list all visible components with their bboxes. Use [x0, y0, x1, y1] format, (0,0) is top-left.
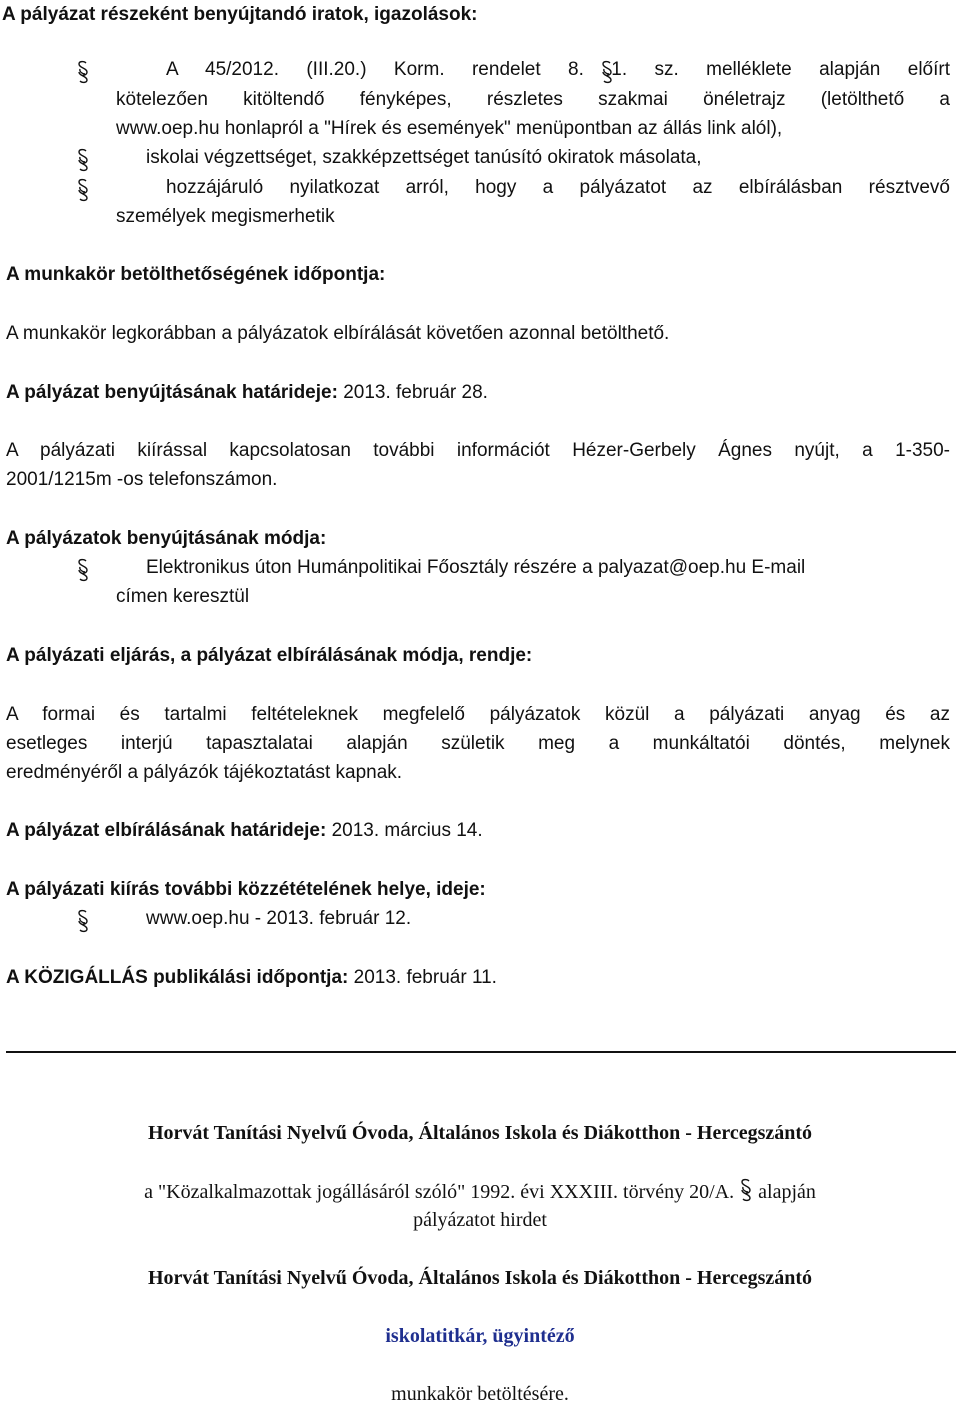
submission-deadline-value: 2013. február 28. [343, 382, 488, 403]
procedure-line-3: eredményéről a pályázók tájékoztatást kapnak. [6, 762, 403, 783]
institution-name-repeat: Horvát Tanítási Nyelvű Óvoda, Általános Iskola és Diákotthon - Hercegszántó [147, 1267, 813, 1289]
evaluation-deadline [6, 818, 483, 844]
doc-item-1-url-rest: hu honlapról a "Hírek és események" menüpontban az állás link alól), [198, 118, 783, 139]
law-reference-text: a "Közalkalmazottak jogállásáról szóló" 1992. évi XXXIII. törvény 20/A. [144, 1181, 735, 1203]
doc-item-1-line-1: A 45/2012. (III.20.) Korm. rendelet 8. 1. sz. melléklete alapján előírt [166, 59, 950, 80]
section-sign-icon [739, 1178, 753, 1200]
law-reference-line-1 [0, 1178, 960, 1205]
submission-method-line-2: címen keresztül [116, 586, 250, 607]
section-heading-fill-date: A munkakör betölthetőségének időpontja: [6, 264, 386, 285]
section-sign-bullet-icon [76, 909, 90, 933]
evaluation-deadline-label: A pályázat elbírálásának határideje: [6, 820, 327, 841]
section-heading-procedure: A pályázati eljárás, a pályázat elbírálásának módja, rendje: [6, 645, 533, 666]
closing-text: munkakör betöltésére. [391, 1383, 569, 1405]
law-reference-line-2: pályázatot hirdet [413, 1209, 547, 1231]
info-line-2: 2001/1215m -os telefonszámon. [6, 469, 278, 490]
doc-item-2: iskolai végzettséget, szakképzettséget tanúsító okiratok másolata, [146, 147, 702, 168]
section-heading-documents: A pályázat részeként benyújtandó iratok, igazolások: [2, 4, 478, 25]
doc-item-3-line-1: hozzájáruló nyilatkozat arról, hogy a pályázatot az elbírálásban résztvevő [166, 177, 950, 198]
evaluation-deadline-value: 2013. március 14. [331, 820, 483, 841]
section-sign-bullet-icon [76, 178, 90, 202]
doc-item-1-line-2: kötelezően kitöltendő fényképes, részletes szakmai önéletrajz (letölthető a [116, 89, 950, 110]
law-reference-suffix: alapján [758, 1181, 816, 1203]
procedure-line-1: A formai és tartalmi feltételeknek megfelelő pályázatok közül a pályázati anyag és az [6, 704, 950, 725]
submission-deadline-label: A pályázat benyújtásának határideje: [6, 382, 338, 403]
fill-date-text: A munkakör legkorábban a pályázatok elbírálását követően azonnal betölthető. [6, 323, 670, 344]
doc-item-3-line-2: személyek megismerhetik [116, 206, 335, 227]
institution-name: Horvát Tanítási Nyelvű Óvoda, Általános Iskola és Diákotthon - Hercegszántó [147, 1122, 813, 1144]
submission-deadline [6, 380, 488, 406]
section-heading-submission-method: A pályázatok benyújtásának módja: [6, 528, 327, 549]
submission-method-line-1: Elektronikus úton Humánpolitikai Főosztály részére a palyazat@oep.hu E-mail [146, 557, 806, 578]
kozigallas-label: A KÖZIGÁLLÁS publikálási időpontja: [6, 967, 349, 988]
position-title: iskolatitkár, ügyintéző [385, 1325, 575, 1347]
kozigallas-publication [6, 965, 497, 991]
procedure-line-2: esetleges interjú tapasztalatai alapján születik meg a munkáltatói döntés, melynek [6, 733, 950, 754]
section-sign-bullet-icon [76, 60, 90, 84]
doc-item-1-url-part: www.oep. [116, 118, 199, 139]
doc-item-1-line-3 [116, 116, 782, 142]
horizontal-divider [6, 1051, 956, 1053]
section-heading-publication: A pályázati kiírás további közzétételének helye, ideje: [6, 879, 486, 900]
section-sign-icon [600, 60, 614, 84]
kozigallas-value: 2013. február 11. [353, 967, 497, 988]
section-sign-bullet-icon [76, 558, 90, 582]
info-line-1: A pályázati kiírással kapcsolatosan további információt Hézer-Gerbely Ágnes nyújt, a 1-350- [6, 440, 950, 461]
section-sign-bullet-icon [76, 148, 90, 172]
publication-item: www.oep.hu - 2013. február 12. [146, 908, 412, 929]
